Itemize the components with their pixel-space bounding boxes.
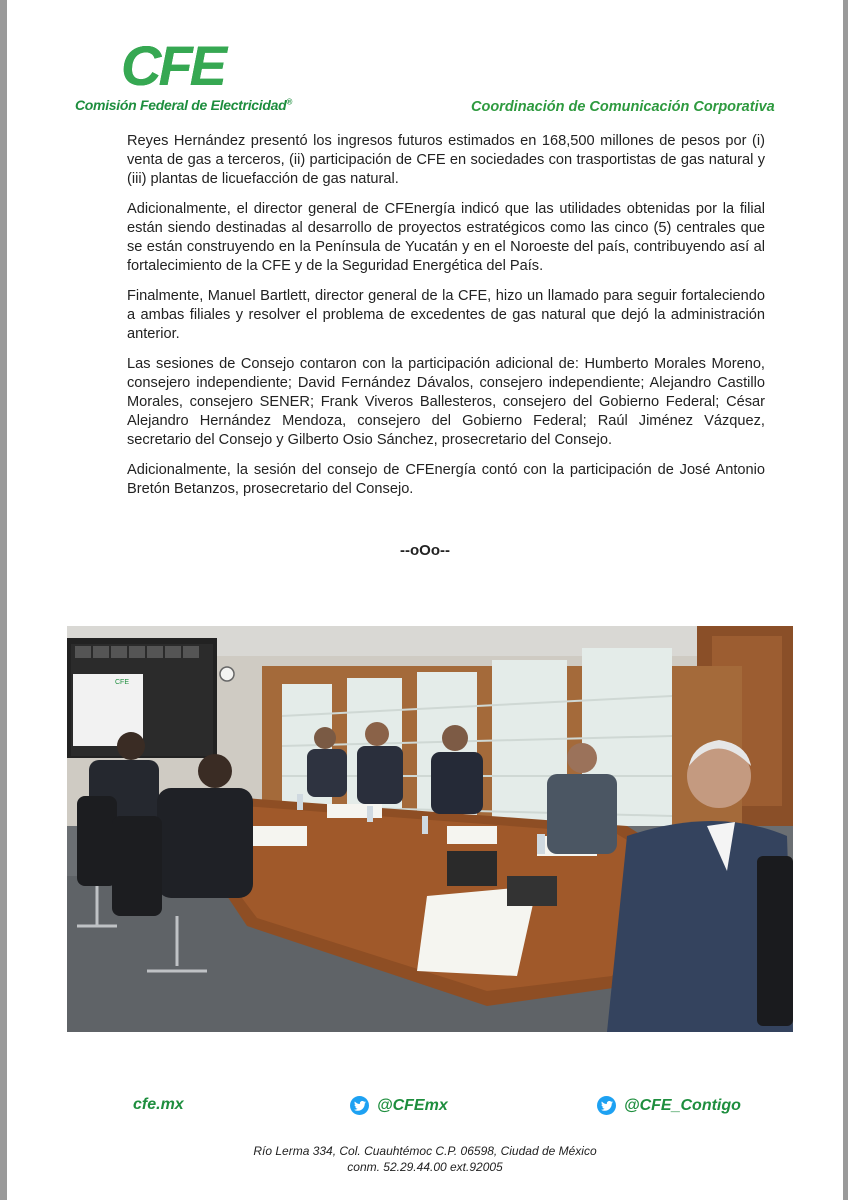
twitter-cfemx-link[interactable] xyxy=(350,1096,448,1115)
twitter-icon xyxy=(350,1096,369,1115)
paragraph: Finalmente, Manuel Bartlett, director general de la CFE, hizo un llamado para seguir fortaleciendo a ambas filiales y resolver el problema de excedentes de gas natural que dejó la administración anterior. xyxy=(127,288,765,342)
meeting-photo xyxy=(67,626,793,1032)
screen-logo: CFE xyxy=(115,679,129,686)
paragraph: Adicionalmente, el director general de CFEnergía indicó que las utilidades obtenidas por la filial están siendo destinadas al desarrollo de proyectos estratégicos como las cinco (5) centrales que se están construyendo en la Península de Yucatán y en el Noroeste del país, contribuyendo así al fortalecimiento de la CFE y de la Seguridad Energética del País. xyxy=(127,201,765,274)
meeting-photo-illustration xyxy=(67,626,793,1032)
body-text xyxy=(127,132,765,510)
cfe-logo-text: CFE xyxy=(121,34,224,97)
logo-subtitle-text: Comisión Federal de Electricidad xyxy=(75,97,287,113)
registered-mark: ® xyxy=(286,97,292,107)
paragraph: Adicionalmente, la sesión del consejo de CFEnergía contó con la participación de José Antonio Bretón Betanzos, prosecretario del Consejo. xyxy=(127,462,765,497)
twitter-cfecontigo-link[interactable] xyxy=(597,1096,741,1115)
paragraph: Las sesiones de Consejo contaron con la participación adicional de: Humberto Morales Moreno, consejero independiente; David Fernández Dávalos, consejero independiente; Alejandro Castillo Morales, consejero SENER; Frank Viveros Ballesteros, consejero del Gobierno Federal; César Alejandro Hernández Mendoza, consejero del Gobierno Federal; Raúl Jiménez Vázquez, secretario del Consejo y Gilberto Osio Sánchez, prosecretario del Consejo. xyxy=(127,356,765,448)
logo-subtitle xyxy=(75,97,292,113)
address-line-2: conm. 52.29.44.00 ext.92005 xyxy=(347,1160,503,1174)
address-line-1: Río Lerma 334, Col. Cuauhtémoc C.P. 06598, Ciudad de México xyxy=(253,1144,597,1158)
twitter-handle-1: @CFEmx xyxy=(377,1096,448,1114)
document-page xyxy=(7,0,843,1200)
cfe-logo xyxy=(121,34,224,97)
closing-mark: --oOo-- xyxy=(400,542,450,559)
twitter-handle-2: @CFE_Contigo xyxy=(624,1096,741,1114)
website-link[interactable]: cfe.mx xyxy=(133,1096,184,1113)
twitter-icon xyxy=(597,1096,616,1115)
department-title: Coordinación de Comunicación Corporativa xyxy=(471,99,775,115)
paragraph: Reyes Hernández presentó los ingresos futuros estimados en 168,500 millones de pesos por (i) venta de gas a terceros, (ii) participación de CFE en sociedades con trasportistas de gas natural y (iii) plantas de licuefacción de gas natural. xyxy=(127,133,765,187)
